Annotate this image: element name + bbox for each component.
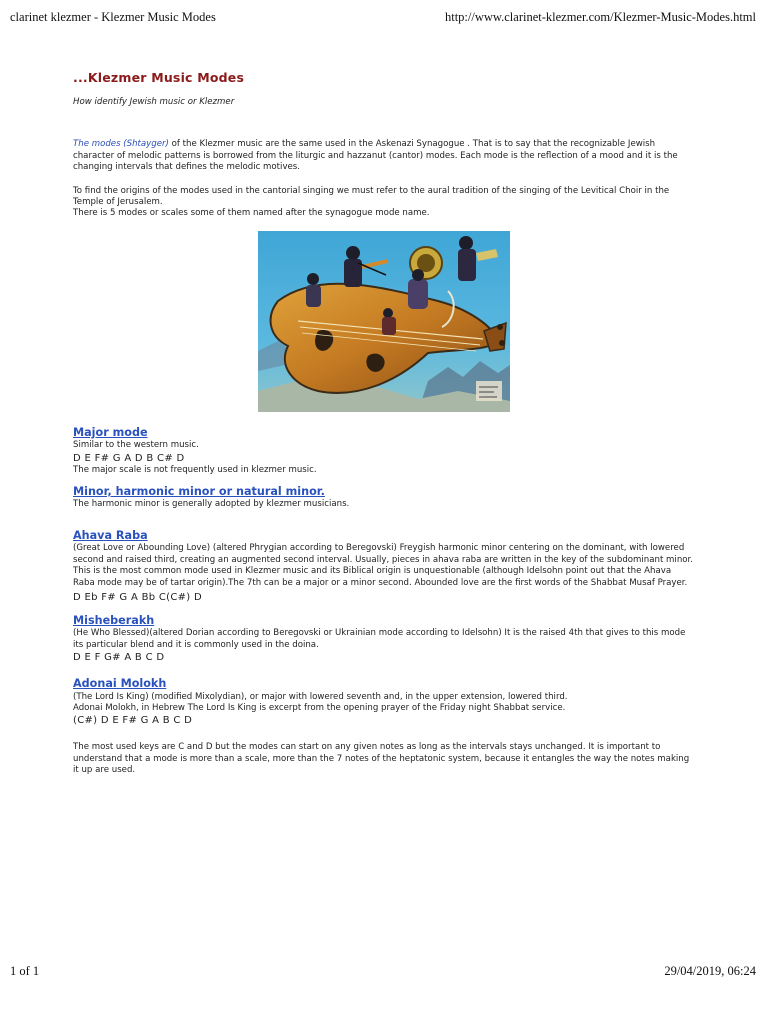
ahava-raba-description: (Great Love or Abounding Love) (altered Phrygian according to Beregovski) Freygish harmonic minor centering on the dominant, with lowered second and raised third, creating an augmented second interval. Usually, pieces in ahava raba are written in the key of the subdominant minor. This is the most common mode used in Klezmer music and its Biblical origin is unquestionable (although Idelsohn point out that the Ahava Raba mode may be of tartar origin).The 7th can be a major or a minor second. Abounded love are the first words of the Shabbat Musaf Prayer.: [73, 543, 693, 588]
print-footer-page: 1 of 1: [10, 964, 40, 978]
closing-paragraph: The most used keys are C and D but the modes can start on any given notes as long as the intervals stays unchanged. It is important to understand that a mode is more than a scale, more than the 7 notes of the heptatonic system, because it entangles the way the notes making it up are used.: [73, 742, 690, 776]
minor-mode-link[interactable]: Minor, harmonic minor or natural minor.: [73, 485, 325, 499]
origins-paragraph: To find the origins of the modes used in the cantorial singing we must refer to the aural tradition of the singing of the Levitical Choir in the Temple of Jerusalem.: [73, 185, 670, 208]
modes-count-paragraph: There is 5 modes or scales some of them named after the synagogue mode name.: [73, 208, 430, 219]
adonai-molokh-link[interactable]: Adonai Molokh: [73, 677, 167, 691]
mode-adonai-molokh: [73, 677, 695, 727]
major-mode-description: Similar to the western music.: [73, 440, 199, 451]
mode-major: [73, 426, 695, 476]
major-mode-link[interactable]: Major mode: [73, 425, 148, 439]
print-header-url: http://www.clarinet-klezmer.com/Klezmer-Music-Modes.html: [444, 10, 756, 24]
adonai-molokh-notes: (C#) D E F# G A B C D: [73, 715, 193, 727]
page-subtitle: How identify Jewish music or Klezmer: [73, 97, 235, 107]
mode-minor: [73, 485, 695, 511]
print-footer-datetime: 29/04/2019, 06:24: [664, 964, 756, 978]
major-mode-note: The major scale is not frequently used in klezmer music.: [73, 464, 317, 475]
misheberakh-description: (He Who Blessed)(altered Dorian according to Beregovski or Ukrainian mode according to Idelsohn) It is the raised 4th that gives to this mode its particular blend and it is commonly used in the doina.: [73, 628, 686, 650]
misheberakh-notes: D E F G# A B C D: [73, 652, 165, 664]
print-header: [10, 10, 756, 26]
intro-text: of the Klezmer music are the same used in the Askenazi Synagogue . That is to say that the recognizable Jewish character of melodic patterns is borrowed from the liturgic and hazzanut (cantor) modes. Each mode is the reflection of a mood and it is the changing intervals that defines the melodic motives.: [73, 139, 678, 173]
adonai-molokh-origin: Adonai Molokh, in Hebrew The Lord Is King is excerpt from the opening prayer of the Friday night Shabbat service.: [73, 702, 566, 713]
print-header-title: clarinet klezmer - Klezmer Music Modes: [10, 10, 216, 24]
mode-ahava-raba: [73, 529, 695, 604]
misheberakh-link[interactable]: Misheberakh: [73, 613, 155, 627]
page-title: ...Klezmer Music Modes: [73, 70, 245, 85]
intro-highlight: The modes (Shtayger): [73, 139, 169, 150]
klezmer-painting: [258, 231, 510, 412]
mode-misheberakh: [73, 614, 695, 664]
ahava-raba-notes: D Eb F# G A Bb C(C#) D: [73, 591, 202, 603]
intro-paragraph: [73, 139, 695, 173]
minor-mode-description: The harmonic minor is generally adopted by klezmer musicians.: [73, 499, 350, 510]
major-mode-notes: D E F# G A D B C# D: [73, 452, 185, 464]
page-content: [73, 70, 695, 777]
adonai-molokh-description: (The Lord Is King) (modified Mixolydian), or major with lowered seventh and, in the upper extension, lowered third.: [73, 691, 568, 702]
print-footer: [10, 964, 756, 980]
ahava-raba-link[interactable]: Ahava Raba: [73, 528, 148, 542]
